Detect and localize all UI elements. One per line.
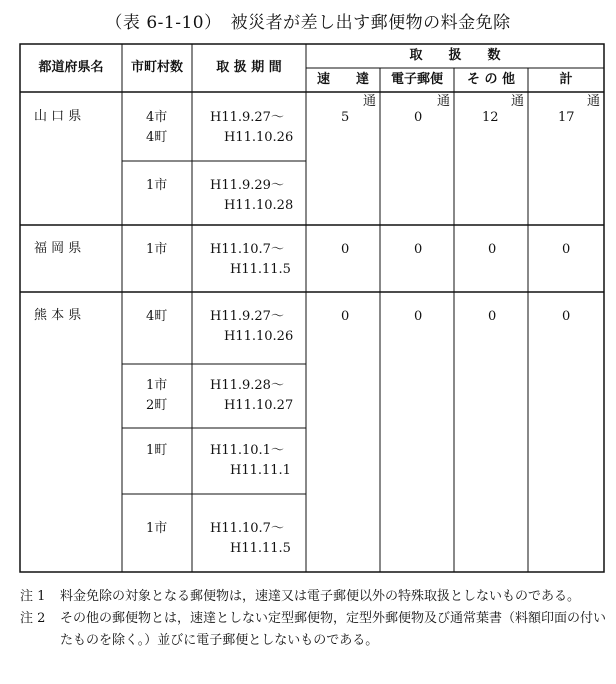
municipality-count: 4町: [146, 130, 168, 145]
count-express: 0: [341, 242, 350, 257]
period-start: H11.9.28〜: [210, 378, 284, 393]
unit-label: 通: [586, 94, 600, 109]
period-end: H11.11.5: [230, 262, 291, 277]
note-label: 注 1: [20, 589, 46, 604]
period-end: H11.10.28: [224, 198, 294, 213]
municipality-count: 4市: [146, 110, 168, 125]
count-total: 0: [562, 309, 571, 324]
table-title: （表 6-1-10） 被災者が差し出す郵便物の料金免除: [105, 13, 511, 33]
municipality-count: 1市: [146, 178, 168, 193]
period-end: H11.10.27: [224, 398, 294, 413]
count-other: 0: [488, 309, 497, 324]
count-total: 17: [558, 110, 575, 125]
period-end: H11.11.1: [230, 463, 291, 478]
count-electronic: 0: [414, 242, 423, 257]
prefecture-yamaguchi: 山 口 県: [34, 109, 82, 124]
header-count-group: 取 扱 数: [409, 48, 501, 63]
unit-label: 通: [362, 94, 376, 109]
municipality-count: 1市: [146, 521, 168, 536]
header-express: 速 達: [316, 72, 369, 87]
count-electronic: 0: [414, 110, 423, 125]
period-end: H11.10.26: [224, 130, 294, 145]
period-start: H11.9.29〜: [210, 178, 284, 193]
header-electronic-mail: 電子郵便: [390, 72, 443, 87]
count-express: 0: [341, 309, 350, 324]
header-prefecture: 都道府県名: [38, 60, 104, 75]
period-start: H11.9.27〜: [210, 110, 284, 125]
prefecture-kumamoto: 熊 本 県: [34, 308, 82, 323]
period-start: H11.10.1〜: [210, 443, 284, 458]
period-start: H11.9.27〜: [210, 309, 284, 324]
count-electronic: 0: [414, 309, 423, 324]
municipality-count: 1市: [146, 378, 168, 393]
header-total: 計: [559, 72, 573, 87]
count-other: 12: [482, 110, 499, 125]
unit-label: 通: [510, 94, 524, 109]
period-start: H11.10.7〜: [210, 521, 284, 536]
municipality-count: 1市: [146, 242, 168, 257]
count-other: 0: [488, 242, 497, 257]
unit-label: 通: [436, 94, 450, 109]
period-end: H11.11.5: [230, 541, 291, 556]
municipality-count: 2町: [146, 398, 168, 413]
prefecture-fukuoka: 福 岡 県: [34, 241, 82, 256]
period-end: H11.10.26: [224, 329, 294, 344]
note: [20, 608, 608, 652]
municipality-count: 1町: [146, 443, 168, 458]
table-notes: [20, 586, 608, 652]
header-period: 取 扱 期 間: [216, 60, 282, 75]
count-express: 5: [341, 110, 350, 125]
note: [20, 586, 608, 608]
municipality-count: 4町: [146, 309, 168, 324]
note-label: 注 2: [20, 611, 46, 626]
count-total: 0: [562, 242, 571, 257]
note-text: 料金免除の対象となる郵便物は，速達又は電子郵便以外の特殊取扱としないものである。: [60, 589, 581, 604]
note-text: その他の郵便物とは，速達としない定型郵便物，定型外郵便物及び通常葉書（料額印面の付いたものを除く。）並びに電子郵便としないものである。: [60, 611, 607, 648]
header-other: そ の 他: [466, 72, 516, 87]
header-municipalities: 市町村数: [130, 60, 183, 75]
period-start: H11.10.7〜: [210, 242, 284, 257]
